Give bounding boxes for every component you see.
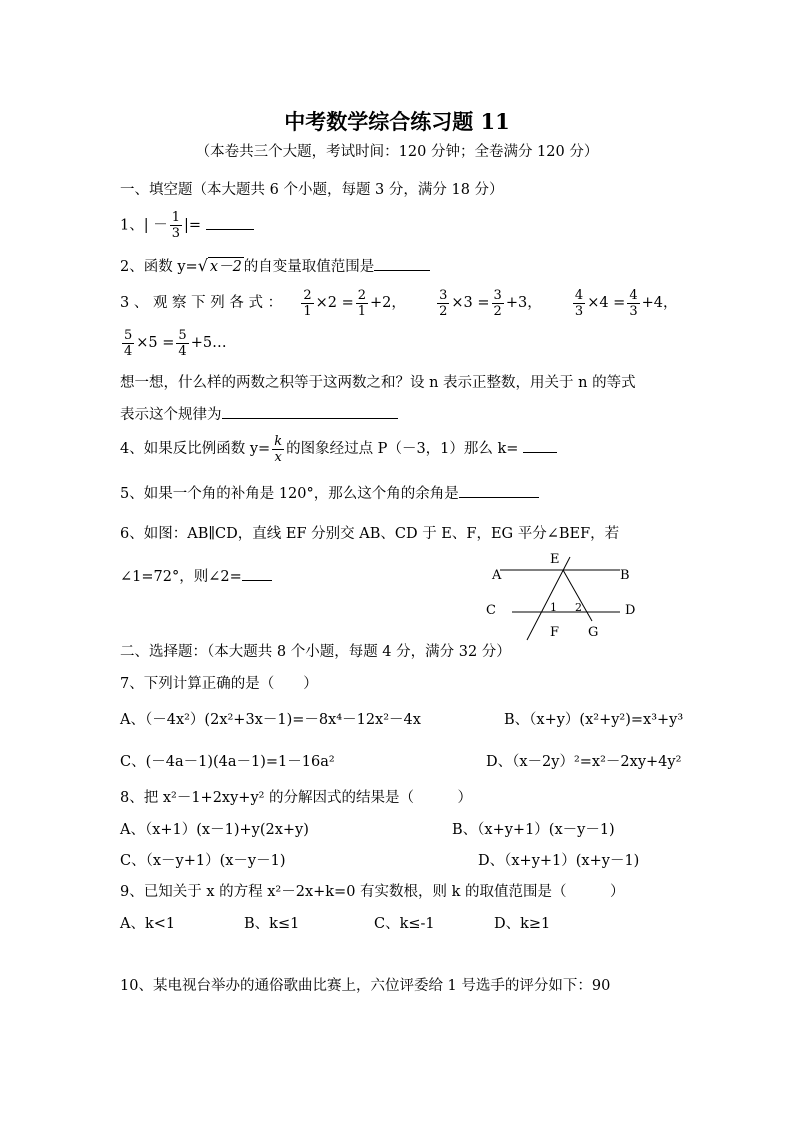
q8-option-a: A、（x+1）(x－1)+y(2x+y): [120, 822, 309, 838]
question-10-stem: 10、某电视台举办的通俗歌曲比赛上，六位评委给 1 号选手的评分如下：90: [120, 978, 611, 994]
q3-e3-d1: 3: [574, 303, 584, 319]
q8-option-c: C、（x－y+1）(x－y－1): [120, 853, 286, 869]
q5-text: 5、如果一个角的补角是 120°，那么这个角的余角是: [120, 486, 459, 502]
fig-label-c: C: [486, 603, 496, 618]
q8-option-d: D、（x+y+1）(x+y－1): [478, 853, 640, 869]
q3-expr-1: [299, 287, 410, 319]
q3-e4-mid: ×5 =: [136, 335, 175, 351]
section1-heading: 一、填空题（本大题共 6 个小题，每题 3 分，满分 18 分）: [120, 182, 504, 198]
page-subtitle: （本卷共三个大题，考试时间：120 分钟；全卷满分 120 分）: [195, 144, 599, 160]
q3-e4-d2: 4: [178, 343, 187, 359]
q3-e4-n2: 5: [178, 327, 187, 343]
q8-option-b: B、（x+y+1）(x－y－1): [452, 822, 615, 838]
q9-option-d: D、k≥1: [494, 916, 551, 932]
fig-label-g: G: [588, 625, 599, 640]
line-ef: [527, 557, 570, 640]
q5-answer-blank: [459, 483, 539, 498]
q3-e1-n2: 2: [357, 287, 367, 303]
q3-e1-d1: 1: [303, 303, 312, 319]
q4-prefix: 4、如果反比例函数 y=: [120, 441, 271, 457]
q3-e2-mid: ×3 =: [451, 295, 490, 311]
q9-option-b: B、k≤1: [244, 916, 300, 932]
q4-suffix: 的图象经过点 P（－3，1）那么 k=: [286, 441, 519, 457]
q3-e3-n2: 4: [629, 287, 638, 303]
q1-fraction: [170, 210, 182, 241]
q4-fraction: [272, 434, 284, 465]
q1-prefix: 1、| －: [120, 217, 168, 234]
q1-suffix: |=: [184, 217, 202, 234]
q3-expr-2: [435, 287, 546, 319]
fig-label-f: F: [550, 625, 560, 640]
q3-e4-n1: 5: [124, 327, 133, 343]
q3-e1-end: +2，: [370, 295, 406, 311]
q7-option-a: A、（－4x²）(2x²+3x－1)=－8x⁴－12x²－4x: [120, 712, 421, 728]
q6-line2-text: ∠1=72°，则∠2=: [120, 569, 242, 585]
q3-e1-d2: 1: [357, 303, 367, 319]
q4-fraction-den: x: [274, 449, 282, 465]
sqrt-icon: √: [197, 256, 208, 275]
fig-label-e: E: [550, 552, 560, 567]
q3-e3-mid: ×4 =: [587, 295, 626, 311]
page-title: 中考数学综合练习题 11: [284, 109, 510, 134]
q3-e1-n1: 2: [303, 287, 312, 303]
q1-fraction-num: 1: [171, 210, 181, 225]
question-2: [120, 256, 430, 276]
q3-expr-4: [120, 327, 227, 359]
section2-heading: 二、选择题：（本大题共 8 个小题，每题 4 分，满分 32 分）: [120, 644, 511, 660]
q3-e3-end: +4，: [641, 295, 678, 311]
question-3-line1b: [120, 326, 227, 360]
question-9-stem: 9、已知关于 x 的方程 x²－2x+k=0 有实数根，则 k 的取值范围是（ ）: [120, 884, 625, 900]
fig-label-a: A: [492, 568, 502, 583]
q3-e2-n2: 3: [493, 287, 502, 303]
question-1: [120, 210, 254, 241]
fig-label-angle1: 1: [550, 601, 557, 614]
q4-fraction-num: k: [274, 433, 283, 449]
question-5: [120, 483, 539, 503]
question-3-line2: 想一想，什么样的两数之积等于这两数之和？设 n 表示正整数，用关于 n 的等式: [120, 375, 636, 391]
q9-option-a: A、k<1: [120, 916, 176, 932]
q3-e2-d2: 2: [493, 303, 502, 319]
q9-option-c: C、k≤-1: [374, 916, 435, 932]
q3-e1-mid: ×2 =: [315, 295, 354, 311]
q7-option-c: C、(－4a－1)(4a－1)=1－16a²: [120, 754, 335, 770]
q7-option-b: B、（x+y）(x²+y²)=x³+y³: [504, 712, 684, 728]
q3-line3-text: 表示这个规律为: [120, 407, 222, 423]
q3-expr-3: [571, 287, 678, 319]
fig-label-d: D: [625, 603, 636, 618]
question-3-line3: [120, 404, 398, 424]
q3-e3-n1: 4: [574, 287, 584, 303]
question-6-line1: 6、如图：AB∥CD，直线 EF 分别交 AB、CD 于 E、F，EG 平分∠BEF，若: [120, 526, 620, 542]
question-7-stem: 7、下列计算正确的是（ ）: [120, 676, 318, 692]
question-4: [120, 432, 557, 466]
q3-e2-end: +3，: [505, 295, 542, 311]
q2-suffix: 的自变量取值范围是: [243, 259, 375, 275]
q3-e2-n1: 3: [439, 287, 448, 303]
q3-e4-d1: 4: [124, 343, 133, 359]
fig-label-b: B: [620, 568, 630, 583]
q7-option-d: D、（x－2y）²=x²－2xy+4y²: [486, 754, 682, 770]
question-8-stem: 8、把 x²－1+2xy+y² 的分解因式的结果是（ ）: [120, 790, 473, 806]
parallel-lines-figure: [480, 545, 650, 645]
q4-answer-blank: [523, 438, 557, 453]
q3-prefix: 3 、 观 察 下 列 各 式 ：: [120, 295, 283, 311]
q2-radicand: x－2: [209, 259, 242, 275]
q3-e4-end: +5…: [190, 335, 227, 351]
q2-prefix: 2、函数 y=: [120, 259, 198, 275]
q1-answer-blank: [206, 215, 254, 230]
q6-answer-blank: [242, 566, 272, 581]
q1-fraction-den: 3: [171, 226, 181, 241]
question-3-line1: [120, 286, 678, 320]
question-6-line2: [120, 566, 272, 586]
q3-e3-d2: 3: [629, 303, 638, 319]
q2-answer-blank: [374, 256, 430, 271]
q3-e2-d1: 2: [439, 303, 448, 319]
fig-label-angle2: 2: [575, 601, 582, 614]
q3-answer-blank: [222, 404, 398, 419]
